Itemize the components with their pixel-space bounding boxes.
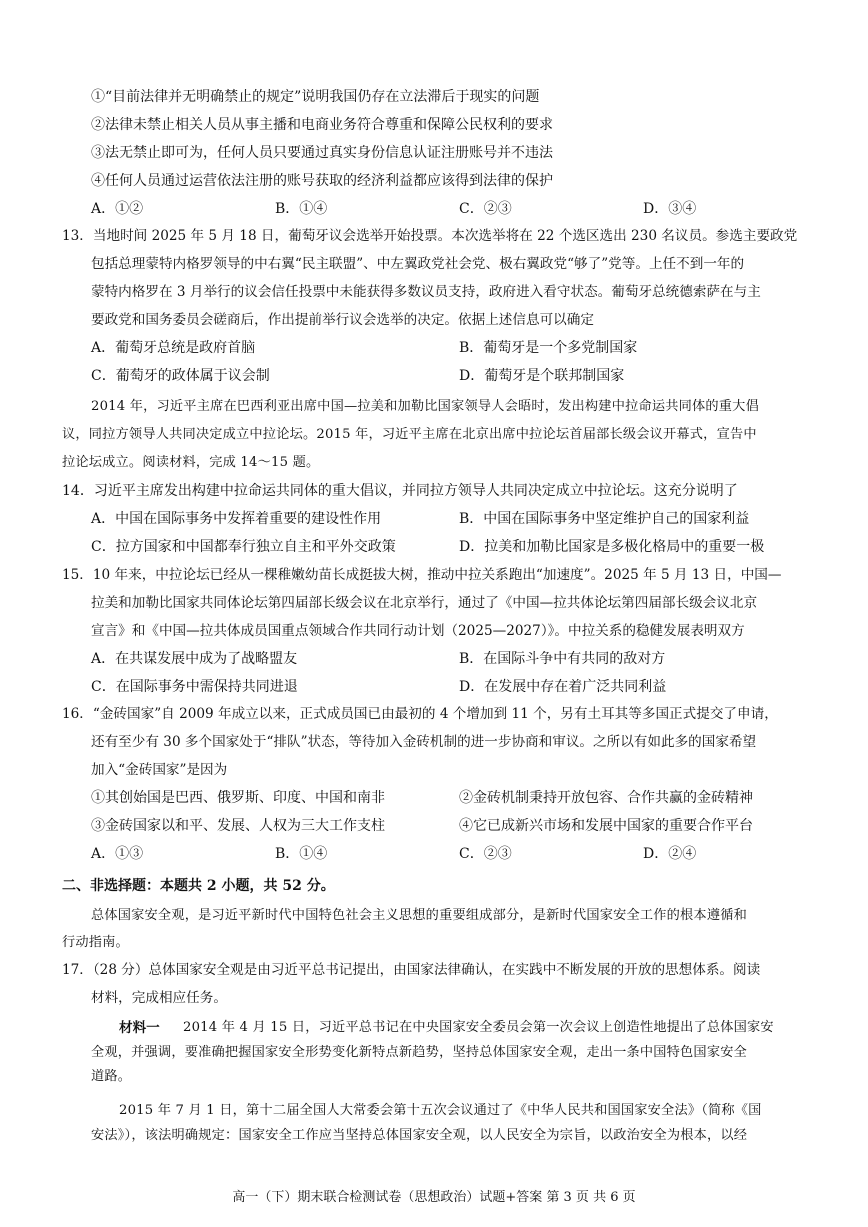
material-1-label: 材料一 [119,1020,160,1036]
q16-item-2: ②金砖机制秉持开放包容、合作共赢的金砖精神 [459,790,753,806]
q15-option-a: A．在共谋发展中成为了战略盟友 [91,651,298,667]
q12-option-b: B．①④ [275,201,328,217]
q15-stem-line-1: 15．10 年来，中拉论坛已经从一棵稚嫩幼苗长成挺拔大树，推动中拉关系跑出“加速度”。2025 年 5 月 13 日，中国— [62,567,782,583]
q17-stem-line-2: 材料，完成相应任务。 [91,990,227,1006]
q16-stem-line-3: 加入“金砖国家”是因为 [91,762,228,778]
q12-item-1: ①“目前法律并无明确禁止的规定”说明我国仍存在立法滞后于现实的问题 [91,89,540,105]
q13-stem-line-2: 包括总理蒙特内格罗领导的中右翼“民主联盟”、中左翼政党社会党、极右翼政党“够了”党等。上任不到一年的 [91,256,745,272]
q12-item-4: ④任何人员通过运营依法注册的账号获取的经济利益都应该得到法律的保护 [91,173,553,189]
q14-option-c: C．拉方国家和中国都奉行独立自主和平外交政策 [91,539,396,555]
q16-item-4: ④它已成新兴市场和发展中国家的重要合作平台 [459,818,753,834]
q15-stem-line-3: 宣言》和《中国—拉共体成员国重点领域合作共同行动计划（2025—2027）》。中拉关系的稳健发展表明双方 [91,623,745,639]
q16-item-1: ①其创始国是巴西、俄罗斯、印度、中国和南非 [91,790,385,806]
material-14-15-line-1: 2014 年，习近平主席在巴西利亚出席中国—拉美和加勒比国家领导人会晤时，发出构建中拉命运共同体的重大倡 [91,399,759,414]
q16-item-3: ③金砖国家以和平、发展、人权为三大工作支柱 [91,818,385,834]
material-1-line-5: 安法》），该法明确规定：国家安全工作应当坚持总体国家安全观，以人民安全为宗旨，以政治安全为根本，以经 [91,1128,748,1143]
q15-stem-line-2: 拉美和加勒比国家共同体论坛第四届部长级会议在北京举行，通过了《中国—拉共体论坛第四届部长级会议北京 [91,595,758,611]
q13-stem-line-3: 蒙特内格罗在 3 月举行的议会信任投票中未能获得多数议员支持，政府进入看守状态。葡萄牙总统德索萨在与主 [91,284,761,300]
material-14-15-line-2: 议，同拉方领导人共同决定成立中拉论坛。2015 年，习近平主席在北京出席中拉论坛首届部长级会议开幕式，宣告中 [62,427,757,442]
q17-stem-line-1: 17．（28 分）总体国家安全观是由习近平总书记提出，由国家法律确认，在实践中不断发展的开放的思想体系。阅读 [62,962,761,978]
q12-item-3: ③法无禁止即可为，任何人员只要通过真实身份信息认证注册账号并不违法 [91,145,553,161]
q12-option-d: D．③④ [643,201,697,217]
page-footer: 高一（下）期末联合检测试卷（思想政治）试题+答案 第 3 页 共 6 页 [232,1190,636,1205]
material-1-line-1: 2014 年 4 月 15 日，习近平总书记在中央国家安全委员会第一次会议上创造性地提出了总体国家安 [183,1020,774,1035]
q16-option-a: A．①③ [91,846,144,862]
q12-option-c: C．②③ [459,201,512,217]
q13-option-d: D．葡萄牙是个联邦制国家 [459,368,625,384]
q13-option-c: C．葡萄牙的政体属于议会制 [91,368,270,384]
section-2-heading: 二、非选择题：本题共 2 小题，共 52 分。 [62,878,335,894]
q15-option-b: B．在国际斗争中有共同的敌对方 [459,651,666,667]
q14-option-a: A．中国在国际事务中发挥着重要的建设性作用 [91,511,382,527]
q15-option-c: C．在国际事务中需保持共同进退 [91,679,298,695]
q14-stem: 14．习近平主席发出构建中拉命运共同体的重大倡议，并同拉方领导人共同决定成立中拉论坛。这充分说明了 [62,483,738,499]
q13-option-b: B．葡萄牙是一个多党制国家 [459,340,638,356]
q12-option-a: A．①② [91,201,144,217]
section-2-intro-line-1: 总体国家安全观，是习近平新时代中国特色社会主义思想的重要组成部分，是新时代国家安全工作的根本遵循和 [91,908,747,923]
q13-stem-line-1: 13．当地时间 2025 年 5 月 18 日，葡萄牙议会选举开始投票。本次选举将在 22 个选区选出 230 名议员。参选主要政党 [62,228,798,244]
material-1-line-4: 2015 年 7 月 1 日，第十二届全国人大常委会第十五次会议通过了《中华人民共和国国家安全法》（简称《国 [119,1103,762,1118]
material-1-line-3: 道路。 [91,1069,132,1084]
q16-option-c: C．②③ [459,846,512,862]
section-2-intro-line-2: 行动指南。 [62,935,129,950]
q15-option-d: D．在发展中存在着广泛共同利益 [459,679,667,695]
material-1-line-2: 全观，并强调，要准确把握国家安全形势变化新特点新趋势，坚持总体国家安全观，走出一条中国特色国家安全 [91,1045,747,1060]
q16-stem-line-1: 16．“金砖国家”自 2009 年成立以来，正式成员国已由最初的 4 个增加到 11 个，另有土耳其等多国正式提交了申请， [62,706,778,722]
material-14-15-line-3: 拉论坛成立。阅读材料，完成 14～15 题。 [62,455,320,470]
q16-stem-line-2: 还有至少有 30 多个国家处于“排队”状态，等待加入金砖机制的进一步协商和审议。之所以有如此多的国家希望 [91,734,757,750]
q13-option-a: A．葡萄牙总统是政府首脑 [91,340,256,356]
q14-option-d: D．拉美和加勒比国家是多极化格局中的重要一极 [459,539,765,555]
q13-stem-line-4: 要政党和国务委员会磋商后，作出提前举行议会选举的决定。依据上述信息可以确定 [91,312,594,328]
q12-item-2: ②法律未禁止相关人员从事主播和电商业务符合尊重和保障公民权利的要求 [91,117,553,133]
q16-option-b: B．①④ [275,846,328,862]
q14-option-b: B．中国在国际事务中坚定维护自己的国家利益 [459,511,750,527]
q16-option-d: D．②④ [643,846,697,862]
